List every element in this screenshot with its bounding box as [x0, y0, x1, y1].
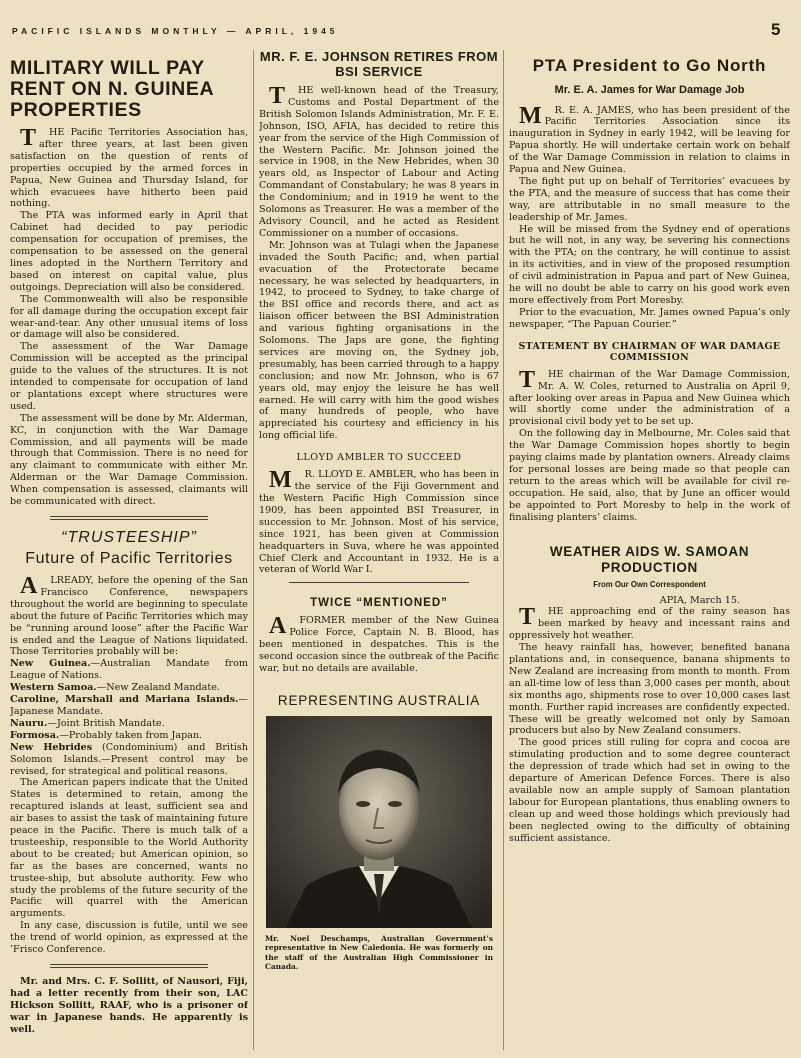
article-paragraph: HE Pacific Territories Association has, after three years, at last been given satisfaction on the question of rents of properties occupied by the armed forces in Papua, New Guinea and Thursday Island, for which evacuees have hitherto been paid nothing.: [10, 127, 248, 210]
article-paragraph: Mr. Johnson was at Tulagi when the Japanese invaded the South Pacific; and, when partial evacuation of the Protectorate became necessary, he was selected by headquarters, in 1942, to proceed to Sydney, to take charge of the BSI office and records there, and act as liaison officer between the BSI Administration and various fighting organisations in the Solomons. The Japs are gone, the fighting services are moving on, the Sydney job, presumably, has been carried through to a happy conclusion; and now Mr. Johnson, who is 67 years old, may enjoy the leisure he has well earned. He will carry with him the good wishes of many hundreds of people, who have appreciated his courtesy and efficiency in his long official life.: [259, 239, 499, 442]
running-header: PACIFIC ISLANDS MONTHLY — APRIL, 1945: [12, 26, 339, 36]
section-rule: [50, 964, 208, 968]
subheadline-trusteeship: Future of Pacific Territories: [25, 550, 233, 567]
photo-caption: Mr. Noel Deschamps, Australian Government’s representative in New Caledonia. He was formerly on the staff of the Australian High Commissioner in Canada.: [265, 933, 493, 972]
headline-trusteeship: “TRUSTEESHIP”: [61, 529, 197, 546]
portrait-photo: [266, 716, 492, 928]
headline-war-damage-statement: STATEMENT BY CHAIRMAN OF WAR DAMAGE COMMISSION: [518, 340, 781, 363]
headline-johnson: MR. F. E. JOHNSON RETIRES FROM BSI SERVICE: [259, 49, 499, 79]
column-divider: [503, 50, 504, 1050]
headline-pta-president: PTA President to Go North: [532, 56, 767, 75]
dateline: APIA, March 15.: [659, 594, 740, 606]
headline-military-rent: MILITARY WILL PAY RENT ON N. GUINEA PROPERTIES: [10, 57, 214, 121]
article-paragraph: FORMER member of the New Guinea Police Force, Captain N. B. Blood, has been mentioned in despatches. This is the second occasion since the outbreak of the Pacific war, but no details are available.: [259, 615, 499, 674]
article-paragraph: HE well-known head of the Treasury, Customs and Postal Department of the British Solomon Islands Administration, Mr. F. E. Johnson, ISO, AFIA, has decided to retire this year from the service of the High Commission of the Western Pacific. Mr. Johnson joined the service in 1908, in the New Hebrides, when 30 years old, as Inspector of Labour and Acting Commandant of Constabulary; he was 8 years in the Condominium; and in 1919 he went to the Solomons as Treasurer. He was a member of the Advisory Council, and he acted as Resident Commissioner on a number of occasions.: [259, 85, 499, 239]
column-left: [10, 48, 248, 1052]
article-paragraph: He will be missed from the Sydney end of operations but he will not, in any way, be severing his connections with the PTA; on the contrary, he will continue to assist in its activities, and in view of the proposed resumption of civil administration in Papua and part of New Guinea, he will no doubt be able to carry on his good work even more effectively from Port Moresby.: [509, 223, 790, 306]
article-paragraph: The good prices still ruling for copra and cocoa are stimulating production and to some degree counteract the depression of trade which had set in owing to the departure of American Defence Forces. There is also available now an ample supply of Samoan plantation labour for European plantations, thus enabling owners to clean up and weed those holdings which previously had been neglected owing to the difficulty of obtaining sufficient assistance.: [509, 737, 790, 844]
drop-cap: T: [519, 604, 536, 631]
headline-representing-australia: REPRESENTING AUSTRALIA: [277, 692, 481, 708]
section-rule: [289, 582, 469, 583]
drop-cap: M: [269, 467, 292, 494]
article-paragraph: The PTA was informed early in April that Cabinet had decided to pay periodic compensation for occupation of premises, the compensation to be assessed on the general lines adopted in the Northern Territory and based on interest on capital value, plus outgoings. Depreciation will also be considered.: [10, 210, 248, 293]
territory-item: Formosa.—Probably taken from Japan.: [10, 729, 203, 741]
article-paragraph: The assessment of the War Damage Commission will be accepted as the principal guide to the values of the structures. It is not intended to compensate for occupation of land or plantations except where structures were used.: [10, 341, 248, 412]
column-middle: [259, 48, 499, 1052]
article-paragraph: The fight put up on behalf of Territories’ evacuees by the PTA, and the measure of success that has come their way, are attributable in no small measure to the leadership of Mr. James.: [509, 175, 790, 223]
subheadline-james: Mr. E. A. James for War Damage Job: [554, 83, 745, 96]
article-paragraph: LREADY, before the opening of the San Francisco Conference, newspapers throughout the world are beginning to speculate about the future of Pacific Territories which may be “running around loose” after the Pacific War is ended and the League of Nations liquidated. Those Territories probably will be:: [10, 575, 248, 658]
article-paragraph: HE approaching end of the rainy season has been marked by heavy and incessant rains and oppressively hot weather.: [509, 606, 790, 642]
headline-samoa-weather: WEATHER AIDS W. SAMOAN PRODUCTION: [549, 543, 750, 575]
headline-ambler: LLOYD AMBLER TO SUCCEED: [296, 452, 462, 464]
article-paragraph: Prior to the evacuation, Mr. James owned Papua’s only newspaper, “The Papuan Courier.”: [509, 306, 790, 330]
article-paragraph: On the following day in Melbourne, Mr. Coles said that the War Damage Commission hopes shortly to begin paying claims made by plantation owners. Already claims for personal losses are being made so that people can return to the areas which will be available for civil re-occupation. He said, also, that by June an officer would be appointed to Port Moresby to help in the work of finalising planters’ claims.: [509, 428, 790, 523]
byline-correspondent: From Our Own Correspondent: [593, 579, 706, 589]
sollitt-note: Mr. and Mrs. C. F. Sollitt, of Nausori, Fiji, had a letter recently from their son, LAC Hickson Sollitt, RAAF, who is a prisoner of war in Japanese hands. He apparently is well.: [10, 976, 248, 1035]
article-paragraph: HE chairman of the War Damage Commission, Mr. A. W. Coles, returned to Australia on April 9, after looking over areas in Papua and New Guinea which will shortly come under the administration of a provisional civil body yet to be set up.: [509, 368, 790, 428]
territory-item: Western Samoa.—New Zealand Mandate.: [10, 682, 220, 694]
territory-item: New Hebrides (Condominium) and British Solomon Islands.—Present control may be revised, for strategical and political reasons.: [10, 741, 248, 777]
territory-item: Nauru.—Joint British Mandate.: [10, 717, 165, 729]
article-paragraph: The heavy rainfall has, however, benefited banana plantations and, in consequence, banana shipments to New Zealand are increasing from month to month. From an all-time low of less than 3,000 cases per month, about six months ago, shipments rose to over 10,000 cases last month. Further rapid increases are confidently expected. These will be greatly welcomed not only by Samoan producers but also by New Zealand consumers.: [509, 642, 790, 737]
territory-item: Caroline, Marshall and Mariana Islands.—Japanese Mandate.: [10, 694, 248, 717]
article-paragraph: The Commonwealth will also be responsible for all damage during the occupation except fair wear-and-tear. Any other unusual items of loss or damage will also be considered.: [10, 293, 248, 341]
page-number: 5: [771, 20, 781, 39]
drop-cap: T: [269, 83, 286, 109]
drop-cap: T: [20, 125, 37, 151]
column-divider: [253, 50, 254, 1050]
drop-cap: T: [519, 366, 536, 393]
drop-cap: A: [20, 573, 38, 599]
article-paragraph: R. E. A. JAMES, who has been president of the Pacific Territories Association since its inauguration in Sydney in early 1942, will be leaving for Papua shortly. He will undertake certain work on behalf of the War Damage Commission in relation to claims in Papua and New Guinea.: [509, 104, 790, 176]
article-paragraph: The assessment will be done by Mr. Alderman, KC, in conjunction with the War Damage Commission, and all payments will be made through that Commission. There is no need for any claimant to communicate with either Mr. Alderman or the War Damage Commission. When compensation is assessed, claimants will be communicated with direct.: [10, 412, 248, 508]
column-right: [509, 48, 790, 1052]
article-paragraph: In any case, discussion is futile, until we see the trend of world opinion, as expressed at the ’Frisco Conference.: [10, 920, 248, 956]
headline-twice-mentioned: TWICE “MENTIONED”: [310, 597, 448, 610]
section-rule: [50, 516, 208, 520]
article-paragraph: R. LLOYD E. AMBLER, who has been in the service of the Fiji Government and the Western Pacific High Commission since 1909, has been appointed BSI Treasurer, in succession to Mr. Johnson. Most of his service, since 1921, has been given at Commission headquarters in Suva, where he was appointed Chief Clerk and Accountant in 1932. He is a veteran of World War I.: [259, 469, 499, 576]
territory-item: New Guinea.—Australian Mandate from League of Nations.: [10, 658, 248, 682]
drop-cap: M: [519, 102, 542, 129]
article-paragraph: The American papers indicate that the United States is determined to retain, among the recaptured islands at least, sufficient sea and air bases to assist the task of maintaining future peace in the Pacific. There is much talk of a trusteeship, responsible to the World Authority about to be created; but American opinion, so far as the bases are concerned, wants no trustee-ship, but absolute authority. Few who study the problems of the future security of the Pacific will quarrel with the American arguments.: [10, 777, 248, 920]
drop-cap: A: [269, 613, 287, 640]
